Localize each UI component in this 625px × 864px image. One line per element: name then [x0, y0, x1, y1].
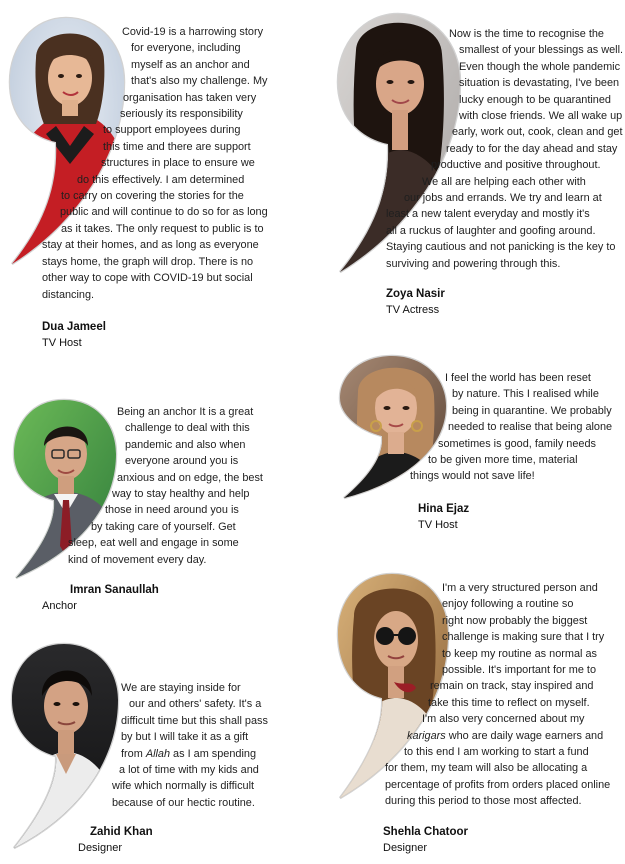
person-role: Anchor — [42, 600, 77, 612]
person-name: Imran Sanaullah — [70, 584, 159, 596]
person-name: Zoya Nasir — [386, 288, 445, 300]
person-name: Shehla Chatoor — [383, 826, 468, 838]
quote-text: Being an anchor It is a great challenge to deal with this pandemic and also when everyone around you is anxious and on edge, the best way to stay healthy and help those in need around you is by taking care of yourself. Get sleep, eat well and engage in some kind of movement every day. — [68, 406, 263, 566]
person-role: Designer — [78, 842, 123, 854]
person-role: TV Actress — [386, 304, 440, 316]
quote-text: Now is the time to recognise the smallest of your blessings as well. Even though the whole pandemic situation is devastating, I've been lucky enough to be quarantined with close friends. We all wake up early, work out, cook, clean and get ready to for the day ahead and stay productive and positive throughout. We all are helping each other with our jobs and errands. We try and learn at least a new talent everyday and mostly it's all a ruckus of laughter and goofing around. Staying cautious and not panicking is the key to surviving and powering through this. — [386, 28, 624, 270]
person-role: Designer — [383, 842, 428, 854]
quote-text: I feel the world has been reset by nature. This I realised while being in quarantine. We probably needed to realise that being alone sometimes is good, family needs to be given more time, material things would not save life! — [410, 372, 613, 483]
person-role: TV Host — [42, 337, 82, 349]
person-name: Dua Jameel — [42, 321, 106, 333]
quote-text: I'm a very structured person and enjoy following a routine so right now probably the biggest challenge is making sure that I try to keep my routine as normal as possible. It's important for me to remain on track, stay inspired and take this time to reflect on myself. I'm also very concerned about my karigars who are daily wage earners and to this end I am working to start a fund for them, my team will also be allocating a percentage of profits from orders placed online during this period to those most affected. — [385, 582, 611, 808]
quote-text: Covid-19 is a harrowing story for everyone, including myself as an anchor and that's also my challenge. My organisation has taken very seriously its responsibility to support employees during this time and there are support structures in place to ensure we do this effectively. I am determined to carry on covering the stories for the public and will continue to do so for as long as it takes. The only request to public is to stay at their homes, and as long as everyone stays home, the graph will drop. There is no other way to cope with COVID-19 but social distancing. — [42, 26, 268, 301]
person-name: Hina Ejaz — [418, 503, 470, 515]
person-name: Zahid Khan — [90, 826, 153, 838]
quote-text: We are staying inside for our and others' safety. It's a difficult time but this shall pass by but I will take it as a gift from Allah as I am spending a lot of time with my kids and wife which normally is difficult because of our hectic routine. — [112, 682, 268, 809]
person-role: TV Host — [418, 519, 458, 531]
